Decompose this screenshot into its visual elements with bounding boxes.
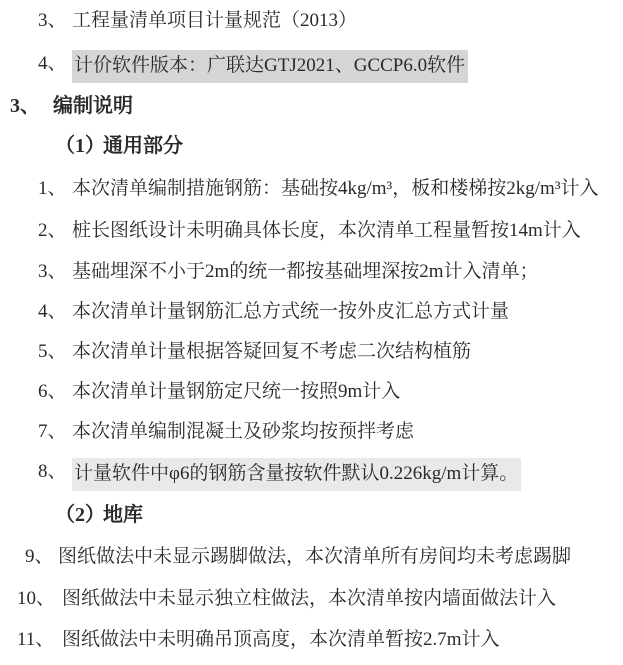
section-heading-3 (0, 92, 623, 120)
list-item-4 (0, 298, 623, 326)
list-item-ref-4 (0, 50, 623, 83)
subsection-title: 通用部分 (103, 135, 183, 157)
highlighted-text: 计量软件中φ6的钢筋含量按软件默认0.226kg/m计算。 (72, 458, 521, 491)
item-number: 2、 (38, 220, 67, 241)
item-number: 9、 (25, 546, 54, 567)
list-item-11 (0, 626, 623, 654)
list-item-3 (0, 258, 623, 286)
item-text: 本次清单编制混凝土及砂浆均按预拌考虑 (72, 421, 415, 442)
item-text: 本次清单编制措施钢筋：基础按4kg/m³，板和楼梯按2kg/m³计入 (72, 178, 599, 199)
item-text: 本次清单计量根据答疑回复不考虑二次结构植筋 (72, 341, 472, 362)
item-text: 桩长图纸设计未明确具体长度，本次清单工程量暂按14m计入 (72, 220, 581, 241)
item-number: 4、 (38, 301, 67, 322)
subsection-heading-1 (0, 132, 623, 160)
list-item-10 (0, 585, 623, 613)
subsection-number: （1） (55, 135, 105, 157)
list-item-6 (0, 378, 623, 406)
item-number: 10、 (17, 588, 56, 609)
list-item-8 (0, 458, 623, 491)
item-text: 工程量清单项目计量规范（2013） (72, 10, 358, 31)
list-item-2 (0, 217, 623, 245)
subsection-title: 地库 (103, 504, 143, 526)
list-item-7 (0, 418, 623, 446)
subsection-number: （2） (55, 504, 105, 526)
list-item-1 (0, 175, 623, 203)
item-number: 5、 (38, 341, 67, 362)
item-number: 7、 (38, 421, 67, 442)
item-number: 3、 (38, 10, 67, 31)
list-item-5 (0, 338, 623, 366)
item-number: 8、 (38, 461, 67, 482)
item-text: 图纸做法中未明确吊顶高度，本次清单暂按2.7m计入 (62, 629, 500, 650)
item-number: 6、 (38, 381, 67, 402)
item-text: 基础埋深不小于2m的统一都按基础埋深按2m计入清单； (72, 261, 539, 282)
list-item-ref-3 (0, 7, 623, 35)
item-text: 本次清单计量钢筋汇总方式统一按外皮汇总方式计量 (72, 301, 510, 322)
list-item-9 (0, 543, 623, 571)
item-number: 3、 (38, 261, 67, 282)
item-number: 4、 (38, 53, 67, 74)
item-number: 1、 (38, 178, 67, 199)
heading-number: 3、 (10, 95, 40, 117)
item-number: 11、 (17, 629, 55, 650)
item-text: 图纸做法中未显示独立柱做法，本次清单按内墙面做法计入 (62, 588, 557, 609)
highlighted-text: 计价软件版本：广联达GTJ2021、GCCP6.0软件 (72, 50, 468, 83)
subsection-heading-2 (0, 501, 623, 529)
item-text: 图纸做法中未显示踢脚做法，本次清单所有房间均未考虑踢脚 (58, 546, 572, 567)
item-text: 本次清单计量钢筋定尺统一按照9m计入 (72, 381, 401, 402)
heading-title: 编制说明 (53, 95, 133, 117)
